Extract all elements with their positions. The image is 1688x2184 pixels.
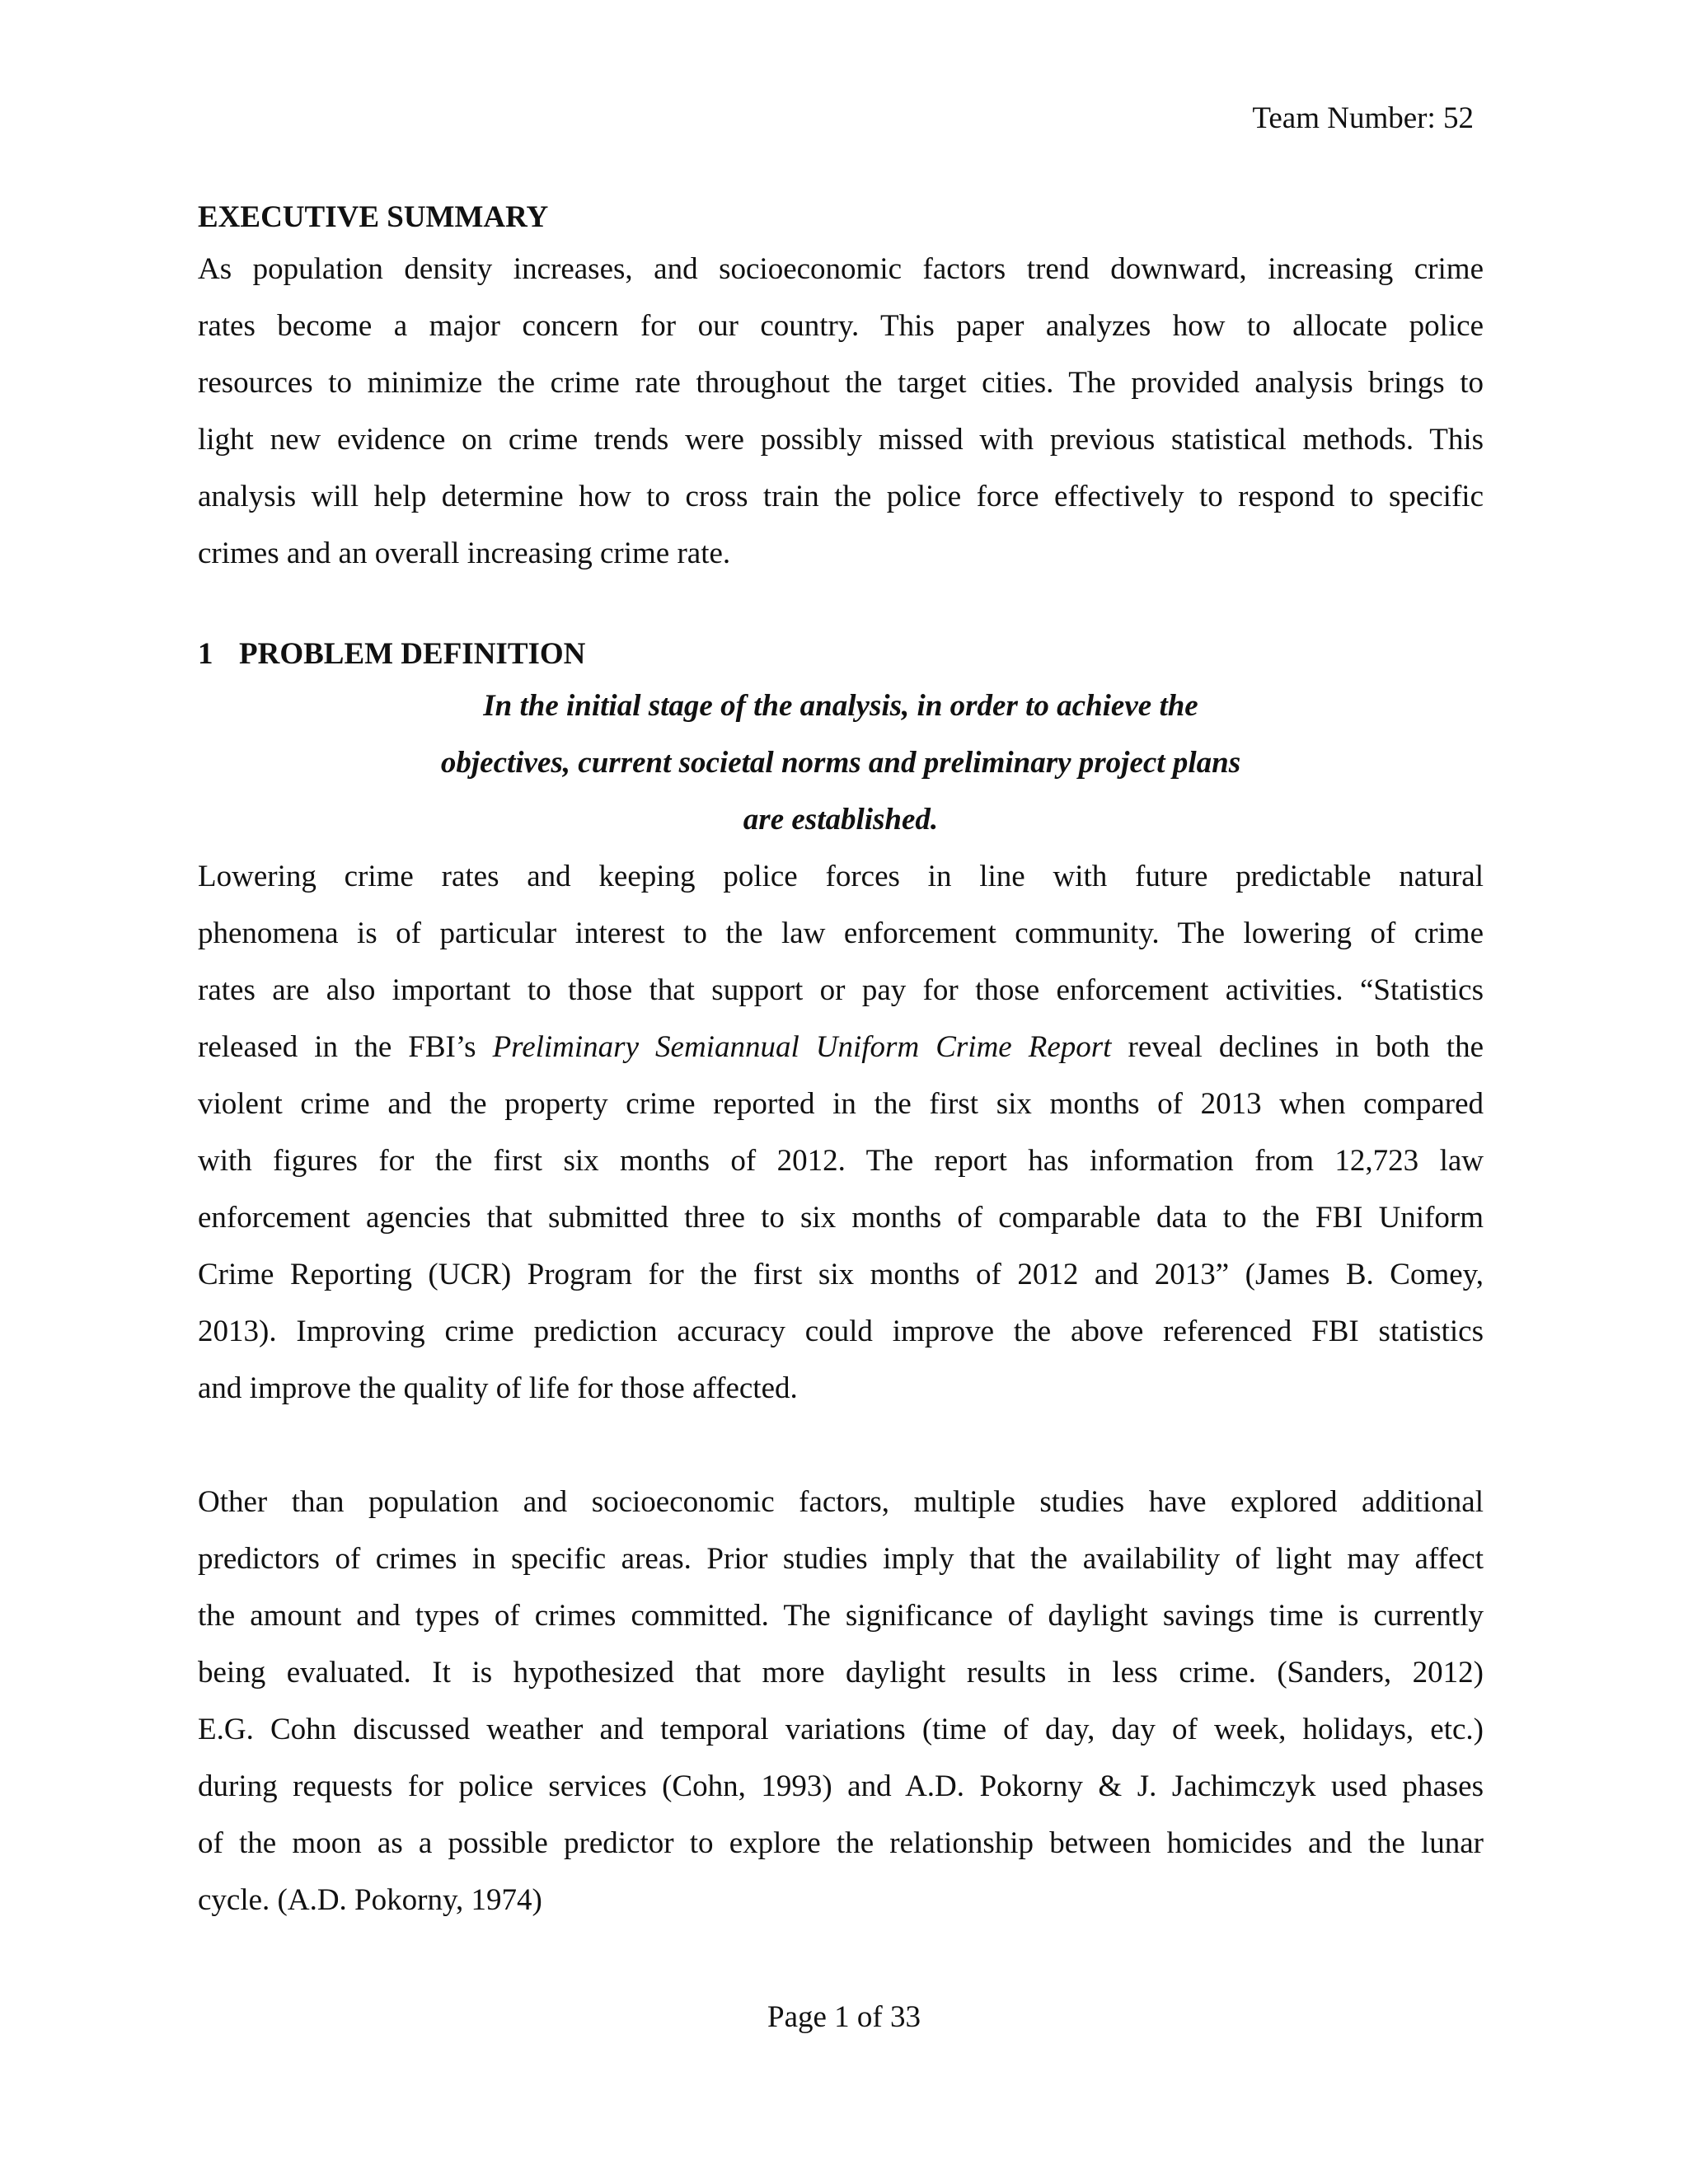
paragraph-line: light new evidence on crime trends were possibly missed with previous statistical methods. This bbox=[198, 423, 1484, 457]
paragraph-line: Lowering crime rates and keeping police forces in line with future predictable natural bbox=[198, 860, 1484, 893]
executive-summary-paragraph bbox=[198, 241, 1484, 582]
paragraph-line: E.G. Cohn discussed weather and temporal variations (time of day, day of week, holidays, etc.) bbox=[198, 1713, 1484, 1746]
section-title: PROBLEM DEFINITION bbox=[239, 637, 586, 671]
paragraph-line: of the moon as a possible predictor to explore the relationship between homicides and the lunar bbox=[198, 1826, 1484, 1860]
paragraph-line: crimes and an overall increasing crime rate. bbox=[198, 537, 731, 570]
section-1-heading bbox=[198, 631, 1484, 677]
section-spacer bbox=[198, 582, 1484, 631]
paragraph-line: As population density increases, and socioeconomic factors trend downward, increasing crime bbox=[198, 252, 1484, 286]
section-1-paragraph-2 bbox=[198, 1474, 1484, 1929]
section-number: 1 bbox=[198, 637, 213, 671]
emphasis-line: are established. bbox=[743, 803, 939, 837]
line-text: released in the FBI’s bbox=[198, 1030, 493, 1064]
paragraph-spacer bbox=[198, 1417, 1484, 1474]
paragraph-line bbox=[198, 1019, 1484, 1076]
paragraph-line: during requests for police services (Cohn, 1993) and A.D. Pokorny & J. Jachimczyk used phases bbox=[198, 1769, 1484, 1803]
paragraph-line: violent crime and the property crime reported in the first six months of 2013 when compared bbox=[198, 1087, 1484, 1121]
paragraph-line: rates become a major concern for our country. This paper analyzes how to allocate police bbox=[198, 309, 1484, 343]
paragraph-line: predictors of crimes in specific areas. Prior studies imply that the availability of light may affect bbox=[198, 1542, 1484, 1576]
section-1-paragraph-1 bbox=[198, 848, 1484, 1417]
section-1-emphasis-statement bbox=[198, 677, 1484, 848]
paragraph-line: Other than population and socioeconomic factors, multiple studies have explored additional bbox=[198, 1485, 1484, 1519]
paragraph-line: enforcement agencies that submitted three to six months of comparable data to the FBI Uniform bbox=[198, 1201, 1484, 1235]
emphasis-line: objectives, current societal norms and preliminary project plans bbox=[440, 746, 1241, 780]
paragraph-line: with figures for the first six months of 2012. The report has information from 12,723 law bbox=[198, 1144, 1484, 1178]
paragraph-line: and improve the quality of life for those affected. bbox=[198, 1371, 798, 1405]
report-title-citation: Preliminary Semiannual Uniform Crime Report bbox=[492, 1030, 1112, 1064]
paragraph-line: phenomena is of particular interest to the law enforcement community. The lowering of crime bbox=[198, 916, 1484, 950]
paragraph-line: being evaluated. It is hypothesized that more daylight results in less crime. (Sanders, 2012) bbox=[198, 1656, 1484, 1690]
paragraph-line: 2013). Improving crime prediction accuracy could improve the above referenced FBI statistics bbox=[198, 1315, 1484, 1348]
page-number-footer: Page 1 of 33 bbox=[767, 2000, 921, 2034]
paragraph-line: the amount and types of crimes committed. The significance of daylight savings time is currently bbox=[198, 1599, 1484, 1633]
paragraph-line: Crime Reporting (UCR) Program for the first six months of 2012 and 2013” (James B. Comey, bbox=[198, 1258, 1484, 1291]
paragraph-line: cycle. (A.D. Pokorny, 1974) bbox=[198, 1883, 542, 1917]
emphasis-line: In the initial stage of the analysis, in order to achieve the bbox=[483, 689, 1198, 723]
paragraph-line: analysis will help determine how to cross train the police force effectively to respond to specific bbox=[198, 480, 1484, 513]
line-text: reveal declines in both the bbox=[1111, 1030, 1484, 1064]
team-number-header: Team Number: 52 bbox=[1252, 101, 1474, 135]
paragraph-line: resources to minimize the crime rate throughout the target cities. The provided analysis brings to bbox=[198, 366, 1484, 400]
executive-summary-heading: EXECUTIVE SUMMARY bbox=[198, 200, 549, 234]
paragraph-line: rates are also important to those that support or pay for those enforcement activities. “Statistics bbox=[198, 973, 1484, 1007]
page-content bbox=[198, 194, 1484, 1929]
